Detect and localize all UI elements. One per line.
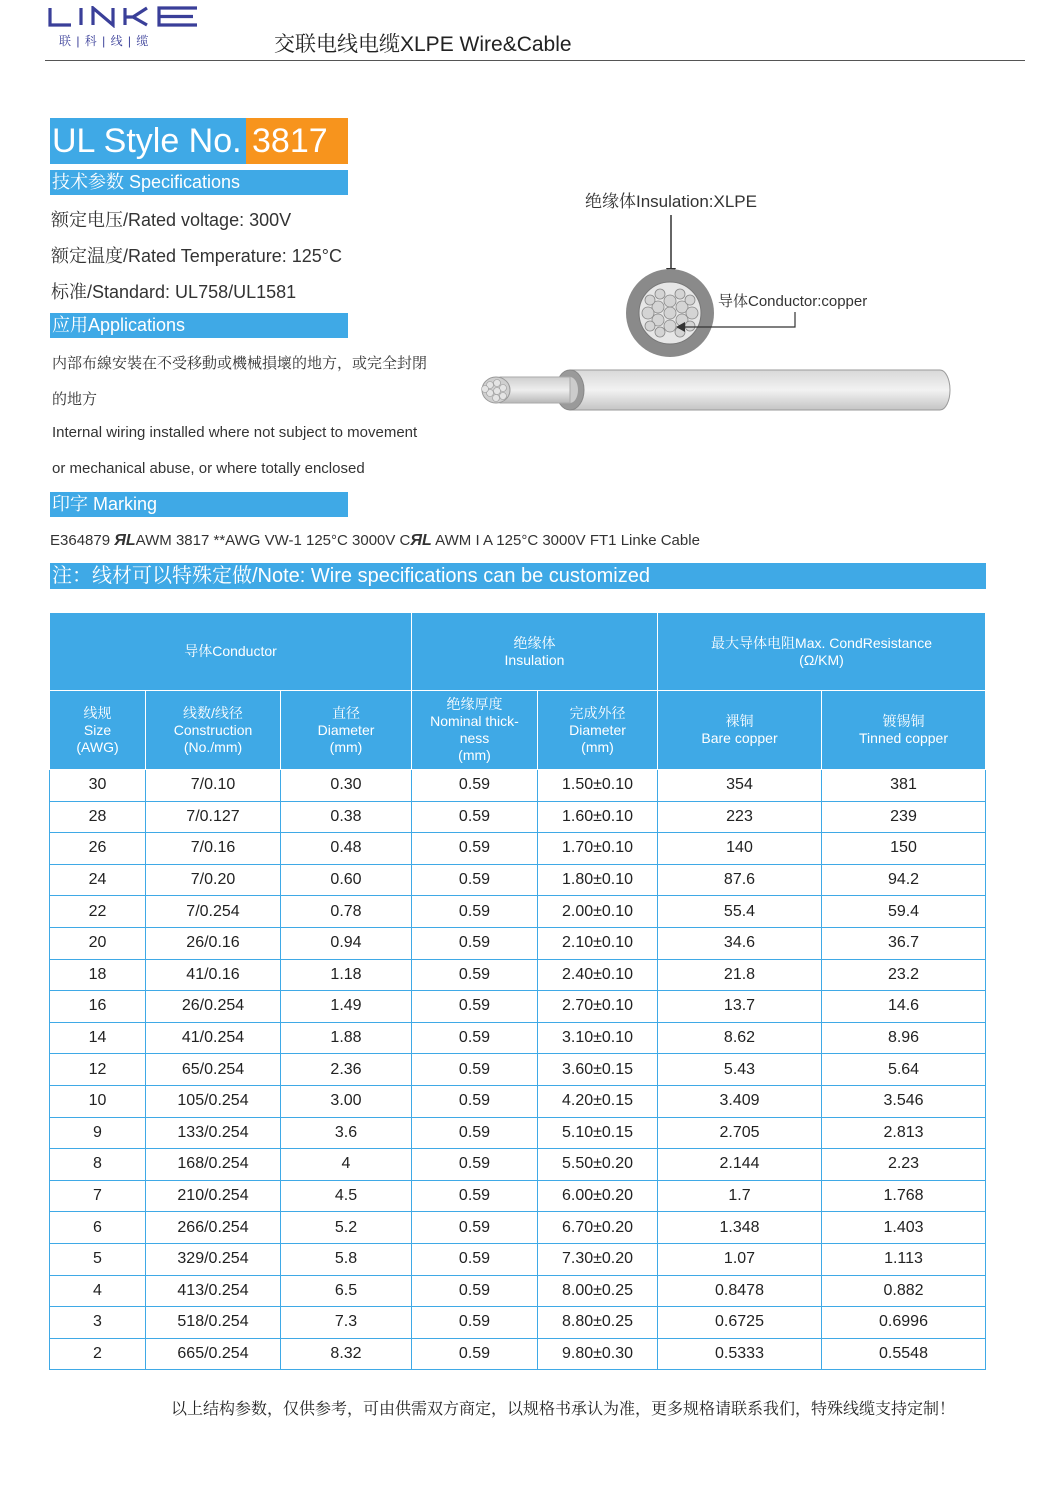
conductor-group-header: 导体Conductor	[50, 613, 412, 691]
diameter-cell: 0.60	[281, 864, 412, 896]
construction-cell: 665/0.254	[146, 1338, 281, 1370]
column-header-line: Diameter	[569, 721, 626, 738]
awg-cell: 6	[50, 1212, 146, 1244]
ul-style-badge	[50, 118, 348, 164]
outer-diameter-header	[538, 691, 658, 770]
diameter-cell: 0.94	[281, 927, 412, 959]
tinned-copper-cell: 0.5548	[822, 1338, 986, 1370]
awg-cell: 30	[50, 770, 146, 802]
awg-cell: 14	[50, 1022, 146, 1054]
ul-style-label: UL Style No.	[50, 118, 246, 164]
outer-diameter-cell: 1.80±0.10	[538, 864, 658, 896]
insulation-thickness-cell: 0.59	[412, 1085, 538, 1117]
outer-diameter-cell: 2.40±0.10	[538, 959, 658, 991]
bare-copper-cell: 0.8478	[658, 1275, 822, 1307]
tinned-copper-cell: 2.23	[822, 1149, 986, 1181]
awg-cell: 26	[50, 833, 146, 865]
marking-part2: AWM I A 125°C 3000V FT1 Linke Cable	[435, 532, 700, 549]
construction-cell: 266/0.254	[146, 1212, 281, 1244]
outer-diameter-cell: 2.10±0.10	[538, 927, 658, 959]
table-row	[50, 1307, 986, 1339]
specification-table	[49, 612, 986, 1370]
specifications-heading: 技术参数 Specifications	[50, 170, 348, 195]
outer-diameter-cell: 8.00±0.25	[538, 1275, 658, 1307]
tinned-copper-cell: 2.813	[822, 1117, 986, 1149]
insulation-thickness-cell: 0.59	[412, 1212, 538, 1244]
construction-cell: 518/0.254	[146, 1307, 281, 1339]
diameter-cell: 3.6	[281, 1117, 412, 1149]
tinned-copper-cell: 1.403	[822, 1212, 986, 1244]
construction-cell: 26/0.254	[146, 991, 281, 1023]
logo-subtitle: 联 | 科 | 线 | 缆	[59, 34, 150, 48]
application-line: 的地方	[52, 391, 98, 408]
insulation-group-header	[412, 613, 658, 691]
marking-part1: AWM 3817 **AWG VW-1 125°C 3000V C	[135, 532, 411, 549]
insulation-thickness-cell: 0.59	[412, 1054, 538, 1086]
diameter-cell: 7.3	[281, 1307, 412, 1339]
construction-header	[146, 691, 281, 770]
insulation-thickness-cell: 0.59	[412, 991, 538, 1023]
bare-copper-cell: 140	[658, 833, 822, 865]
construction-cell: 329/0.254	[146, 1243, 281, 1275]
insulation-thickness-cell: 0.59	[412, 959, 538, 991]
construction-cell: 7/0.10	[146, 770, 281, 802]
construction-cell: 105/0.254	[146, 1085, 281, 1117]
diameter-cell: 1.88	[281, 1022, 412, 1054]
table-row	[50, 770, 986, 802]
diameter-cell: 0.48	[281, 833, 412, 865]
insulation-thickness-cell: 0.59	[412, 770, 538, 802]
tinned-copper-cell: 150	[822, 833, 986, 865]
size-awg-header	[50, 691, 146, 770]
outer-diameter-cell: 1.70±0.10	[538, 833, 658, 865]
construction-cell: 210/0.254	[146, 1180, 281, 1212]
table-row	[50, 896, 986, 928]
standard: 标准/Standard: UL758/UL1581	[51, 282, 297, 302]
outer-diameter-cell: 3.10±0.10	[538, 1022, 658, 1054]
table-row	[50, 1180, 986, 1212]
construction-cell: 26/0.16	[146, 927, 281, 959]
outer-diameter-cell: 5.50±0.20	[538, 1149, 658, 1181]
construction-cell: 41/0.254	[146, 1022, 281, 1054]
tinned-copper-cell: 23.2	[822, 959, 986, 991]
bare-copper-cell: 1.7	[658, 1180, 822, 1212]
bare-copper-cell: 2.705	[658, 1117, 822, 1149]
table-row	[50, 991, 986, 1023]
diameter-cell: 5.8	[281, 1243, 412, 1275]
insulation-thickness-cell: 0.59	[412, 801, 538, 833]
awg-cell: 12	[50, 1054, 146, 1086]
outer-diameter-cell: 6.70±0.20	[538, 1212, 658, 1244]
diameter-cell: 1.49	[281, 991, 412, 1023]
insulation-thickness-cell: 0.59	[412, 896, 538, 928]
insulation-thickness-cell: 0.59	[412, 1243, 538, 1275]
table-row	[50, 1243, 986, 1275]
customization-note: 注：线材可以特殊定做/Note: Wire specifications can be customized	[50, 563, 986, 589]
rated-temperature: 额定温度/Rated Temperature: 125°C	[51, 246, 342, 266]
construction-cell: 7/0.127	[146, 801, 281, 833]
insulation-header-cn: 绝缘体	[513, 634, 556, 651]
conductor-label: 导体Conductor:copper	[718, 293, 868, 310]
bare-copper-cell: 1.348	[658, 1212, 822, 1244]
footer-disclaimer: 以上结构参数，仅供参考，可由供需双方商定，以规格书承认为准，更多规格请联系我们，特殊线缆支持定制！	[170, 1401, 955, 1418]
outer-diameter-cell: 9.80±0.30	[538, 1338, 658, 1370]
awg-cell: 5	[50, 1243, 146, 1275]
column-header-line: ness	[459, 730, 490, 746]
bare-copper-cell: 354	[658, 770, 822, 802]
application-line: Internal wiring installed where not subject to movement	[52, 424, 418, 441]
table-row	[50, 1054, 986, 1086]
bare-copper-header	[658, 691, 822, 770]
awg-cell: 8	[50, 1149, 146, 1181]
column-header-line: (mm)	[458, 747, 491, 763]
construction-cell: 133/0.254	[146, 1117, 281, 1149]
diameter-cell: 4	[281, 1149, 412, 1181]
column-header-line: (mm)	[581, 738, 614, 755]
ul-listed-icon: ЯL	[114, 532, 136, 550]
construction-cell: 41/0.16	[146, 959, 281, 991]
rated-voltage: 额定电压/Rated voltage: 300V	[51, 210, 292, 230]
bare-copper-cell: 0.6725	[658, 1307, 822, 1339]
bare-copper-cell: 13.7	[658, 991, 822, 1023]
table-row	[50, 833, 986, 865]
table-row	[50, 1212, 986, 1244]
application-line: 内部布線安裝在不受移動或機械損壞的地方，或完全封閉	[52, 355, 428, 372]
resistance-header-unit: (Ω/KM)	[799, 651, 844, 668]
tinned-copper-cell: 0.6996	[822, 1307, 986, 1339]
insulation-thickness-cell: 0.59	[412, 1338, 538, 1370]
bare-copper-cell: 223	[658, 801, 822, 833]
outer-diameter-cell: 6.00±0.20	[538, 1180, 658, 1212]
column-header-line: 镀锡铜	[882, 713, 925, 729]
outer-diameter-cell: 8.80±0.25	[538, 1307, 658, 1339]
logo-text: LINKE	[47, 6, 50, 7]
table-row	[50, 1149, 986, 1181]
awg-cell: 18	[50, 959, 146, 991]
tinned-copper-cell: 1.113	[822, 1243, 986, 1275]
insulation-thickness-cell: 0.59	[412, 833, 538, 865]
tinned-copper-cell: 5.64	[822, 1054, 986, 1086]
tinned-copper-cell: 14.6	[822, 991, 986, 1023]
column-header-line: (AWG)	[76, 738, 119, 755]
insulation-thickness-cell: 0.59	[412, 1117, 538, 1149]
tinned-copper-cell: 3.546	[822, 1085, 986, 1117]
marking-prefix: E364879	[50, 532, 111, 549]
awg-cell: 20	[50, 927, 146, 959]
column-header-row	[50, 691, 986, 770]
column-header-line: 绝缘厚度	[446, 696, 503, 712]
column-header-line: 完成外径	[569, 704, 626, 721]
column-header-line: Tinned copper	[859, 730, 948, 746]
column-header-line: 裸铜	[725, 713, 754, 729]
column-header-line: (No./mm)	[183, 738, 243, 755]
column-header-line: Construction	[173, 721, 253, 738]
table-body	[50, 770, 986, 1370]
column-header-line: (mm)	[329, 738, 363, 755]
awg-cell: 10	[50, 1085, 146, 1117]
bare-copper-cell: 8.62	[658, 1022, 822, 1054]
outer-diameter-cell: 3.60±0.15	[538, 1054, 658, 1086]
insulation-thickness-cell: 0.59	[412, 1022, 538, 1054]
diameter-cell: 3.00	[281, 1085, 412, 1117]
table-row	[50, 1338, 986, 1370]
ul-style-number: 3817	[246, 118, 348, 164]
insulation-thickness-cell: 0.59	[412, 1149, 538, 1181]
awg-cell: 2	[50, 1338, 146, 1370]
tinned-copper-cell: 59.4	[822, 896, 986, 928]
construction-cell: 65/0.254	[146, 1054, 281, 1086]
bare-copper-cell: 55.4	[658, 896, 822, 928]
insulation-thickness-header	[412, 691, 538, 770]
resistance-header-text: 最大导体电阻Max. CondResistance	[711, 634, 932, 651]
outer-diameter-cell: 1.60±0.10	[538, 801, 658, 833]
outer-diameter-cell: 7.30±0.20	[538, 1243, 658, 1275]
insulation-header-en: Insulation	[504, 651, 565, 668]
construction-cell: 168/0.254	[146, 1149, 281, 1181]
table-row	[50, 864, 986, 896]
column-header-line: 直径	[332, 704, 360, 721]
insulation-label: 绝缘体Insulation:XLPE	[585, 192, 757, 211]
marking-text	[50, 532, 700, 550]
column-header-line: 线数/线径	[183, 704, 243, 721]
awg-cell: 16	[50, 991, 146, 1023]
tinned-copper-header	[822, 691, 986, 770]
diameter-cell: 0.38	[281, 801, 412, 833]
resistance-group-header	[658, 613, 986, 691]
application-line: or mechanical abuse, or where totally enclosed	[52, 460, 365, 477]
insulation-thickness-cell: 0.59	[412, 927, 538, 959]
bare-copper-cell: 1.07	[658, 1243, 822, 1275]
applications-heading: 应用Applications	[50, 313, 348, 338]
diameter-cell: 6.5	[281, 1275, 412, 1307]
bare-copper-cell: 87.6	[658, 864, 822, 896]
awg-cell: 28	[50, 801, 146, 833]
outer-diameter-cell: 2.00±0.10	[538, 896, 658, 928]
outer-diameter-cell: 1.50±0.10	[538, 770, 658, 802]
table-row	[50, 1275, 986, 1307]
bare-copper-cell: 2.144	[658, 1149, 822, 1181]
diameter-cell: 0.78	[281, 896, 412, 928]
diameter-cell: 4.5	[281, 1180, 412, 1212]
header-divider	[45, 60, 1025, 61]
marking-heading: 印字 Marking	[50, 492, 348, 517]
construction-cell: 7/0.254	[146, 896, 281, 928]
column-header-line: Nominal thick-	[430, 713, 519, 729]
table-row	[50, 927, 986, 959]
ul-listed-icon: ЯL	[410, 532, 432, 550]
awg-cell: 9	[50, 1117, 146, 1149]
tinned-copper-cell: 94.2	[822, 864, 986, 896]
bare-copper-cell: 0.5333	[658, 1338, 822, 1370]
insulation-thickness-cell: 0.59	[412, 1275, 538, 1307]
bare-copper-cell: 3.409	[658, 1085, 822, 1117]
tinned-copper-cell: 8.96	[822, 1022, 986, 1054]
table-row	[50, 801, 986, 833]
construction-cell: 7/0.20	[146, 864, 281, 896]
insulation-thickness-cell: 0.59	[412, 1307, 538, 1339]
diameter-cell: 2.36	[281, 1054, 412, 1086]
diameter-cell: 8.32	[281, 1338, 412, 1370]
tinned-copper-cell: 239	[822, 801, 986, 833]
tinned-copper-cell: 36.7	[822, 927, 986, 959]
diameter-cell: 1.18	[281, 959, 412, 991]
table-row	[50, 1022, 986, 1054]
bare-copper-cell: 21.8	[658, 959, 822, 991]
brand-logo	[47, 6, 207, 46]
outer-diameter-cell: 4.20±0.15	[538, 1085, 658, 1117]
table-row	[50, 1085, 986, 1117]
awg-cell: 3	[50, 1307, 146, 1339]
bare-copper-cell: 5.43	[658, 1054, 822, 1086]
column-header-line: Size	[83, 721, 112, 738]
diameter-header	[281, 691, 412, 770]
insulation-thickness-cell: 0.59	[412, 864, 538, 896]
outer-diameter-cell: 2.70±0.10	[538, 991, 658, 1023]
tinned-copper-cell: 0.882	[822, 1275, 986, 1307]
diameter-cell: 0.30	[281, 770, 412, 802]
awg-cell: 22	[50, 896, 146, 928]
document-title: 交联电线电缆XLPE Wire&Cable	[274, 33, 572, 56]
insulation-thickness-cell: 0.59	[412, 1180, 538, 1212]
column-header-line: 线规	[83, 704, 112, 721]
awg-cell: 7	[50, 1180, 146, 1212]
awg-cell: 4	[50, 1275, 146, 1307]
column-header-line: Diameter	[317, 721, 375, 738]
diameter-cell: 5.2	[281, 1212, 412, 1244]
tinned-copper-cell: 1.768	[822, 1180, 986, 1212]
construction-cell: 413/0.254	[146, 1275, 281, 1307]
construction-cell: 7/0.16	[146, 833, 281, 865]
tinned-copper-cell: 381	[822, 770, 986, 802]
outer-diameter-cell: 5.10±0.15	[538, 1117, 658, 1149]
table-row	[50, 959, 986, 991]
column-header-line: Bare copper	[701, 730, 778, 746]
bare-copper-cell: 34.6	[658, 927, 822, 959]
linke-logo-mark	[47, 6, 199, 28]
awg-cell: 24	[50, 864, 146, 896]
cable-cross-section-diagram	[470, 180, 970, 430]
table-row	[50, 1117, 986, 1149]
